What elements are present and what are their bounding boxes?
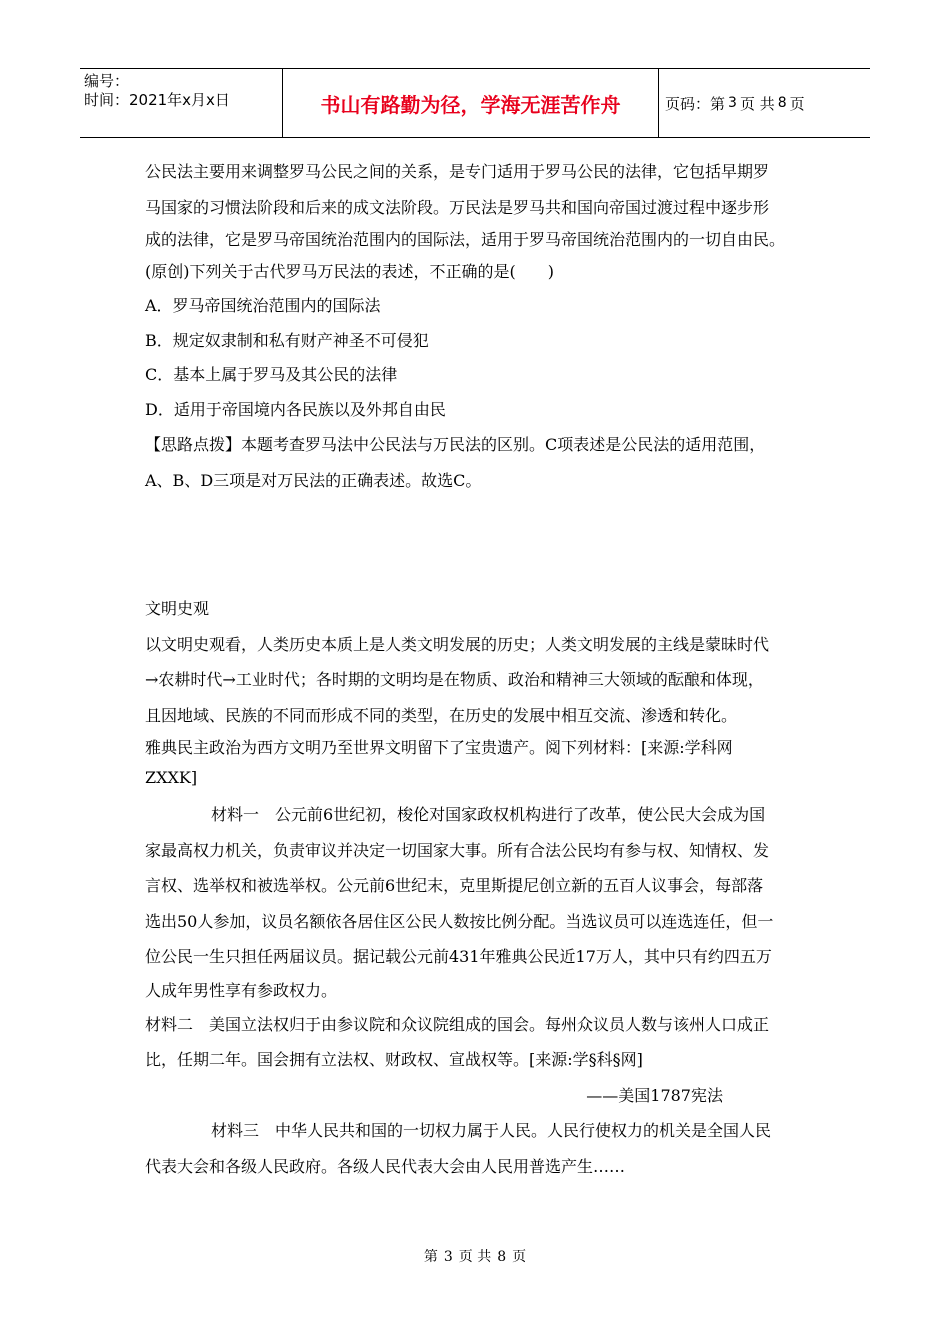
option-c: C．基本上属于罗马及其公民的法律	[145, 365, 398, 384]
material-three-line: 代表大会和各级人民政府。各级人民代表大会由人民用普选产生……	[145, 1156, 626, 1176]
document-time-label: 时间：2021年x月x日	[84, 91, 230, 109]
question-stem: (原创)下列关于古代罗马万民法的表述，不正确的是( )	[145, 262, 554, 281]
header-page-total: 8	[777, 95, 787, 111]
header-page-number: 3	[728, 95, 737, 111]
footer-prefix: 第	[423, 1249, 438, 1265]
header-meta-cell	[80, 69, 283, 137]
footer-suffix: 页	[512, 1249, 527, 1265]
civilization-history-section	[145, 591, 825, 1184]
page-footer	[0, 1246, 950, 1266]
material-one-line: 言权、选举权和被选举权。公元前6世纪末，克里斯提尼创立新的五百人议事会，每部落	[145, 876, 764, 895]
footer-page-total: 8	[497, 1249, 507, 1265]
intro-line: ZXXK]	[145, 768, 198, 787]
document-number-label: 编号：	[84, 72, 130, 90]
page-header	[80, 68, 870, 138]
option-d: D．适用于帝国境内各民族以及外邦自由民	[145, 399, 446, 419]
body-line: 马国家的习惯法阶段和后来的成文法阶段。万民法是罗马共和国向帝国过渡过程中逐步形	[145, 197, 770, 217]
document-body	[145, 154, 825, 1184]
header-motto: 书山有路勤为径，学海无涯苦作舟	[283, 69, 659, 137]
footer-mid: 页 共	[458, 1249, 492, 1265]
intro-line: →农耕时代→工业时代；各时期的文明均是在物质、政治和精神三大领域的酝酿和体现，	[145, 670, 764, 689]
body-line: 公民法主要用来调整罗马公民之间的关系，是专门适用于罗马公民的法律，它包括早期罗	[145, 162, 770, 181]
hint-line: 【思路点拨】本题考查罗马法中公民法与万民法的区别。C项表述是公民法的适用范围，	[145, 435, 766, 454]
intro-line: 以文明史观看，人类历史本质上是人类文明发展的历史；人类文明发展的主线是蒙昧时代	[145, 634, 770, 654]
material-one-line: 人成年男性享有参政权力。	[145, 980, 338, 1000]
material-one-line: 位公民一生只担任两届议员。据记载公元前431年雅典公民近17万人，其中只有约四五万	[145, 947, 772, 966]
material-two-line: 比，任期二年。国会拥有立法权、财政权、宣战权等。[来源:学§科§网]	[145, 1050, 643, 1069]
header-page-info	[659, 69, 870, 137]
roman-law-section	[145, 154, 825, 498]
intro-line: 且因地域、民族的不同而形成不同的类型，在历史的发展中相互交流、渗透和转化。	[145, 705, 738, 725]
header-page-mid: 页 共	[739, 94, 775, 113]
material-two-source: ——美国1787宪法	[586, 1085, 723, 1105]
footer-page-number: 3	[443, 1249, 453, 1265]
material-one-line: 家最高权力机关，负责审议并决定一切国家大事。所有合法公民均有参与权、知情权、发	[145, 840, 770, 860]
material-three-line: 材料三 中华人民共和国的一切权力属于人民。人民行使权力的机关是全国人民	[211, 1121, 772, 1140]
material-two-line: 材料二 美国立法权归于由参议院和众议院组成的国会。每州众议员人数与该州人口成正	[145, 1014, 770, 1034]
section-title: 文明史观	[145, 599, 210, 618]
body-line: 成的法律，它是罗马帝国统治范围内的国际法，适用于罗马帝国统治范围内的一切自由民。	[145, 230, 786, 249]
header-page-suffix: 页	[789, 94, 805, 113]
option-b: B．规定奴隶制和私有财产神圣不可侵犯	[145, 330, 429, 350]
material-one-line: 材料一 公元前6世纪初，梭伦对国家政权机构进行了改革，使公民大会成为国	[211, 805, 766, 824]
intro-line: 雅典民主政治为西方文明乃至世界文明留下了宝贵遗产。阅下列材料：[来源:学科网	[145, 738, 733, 757]
header-page-prefix: 页码：第	[665, 94, 726, 113]
option-a: A．罗马帝国统治范围内的国际法	[145, 296, 381, 315]
hint-line: A、B、D三项是对万民法的正确表述。故选C。	[145, 470, 482, 490]
material-one-line: 选出50人参加，议员名额依各居住区公民人数按比例分配。当选议员可以连选连任，但一	[145, 911, 774, 931]
